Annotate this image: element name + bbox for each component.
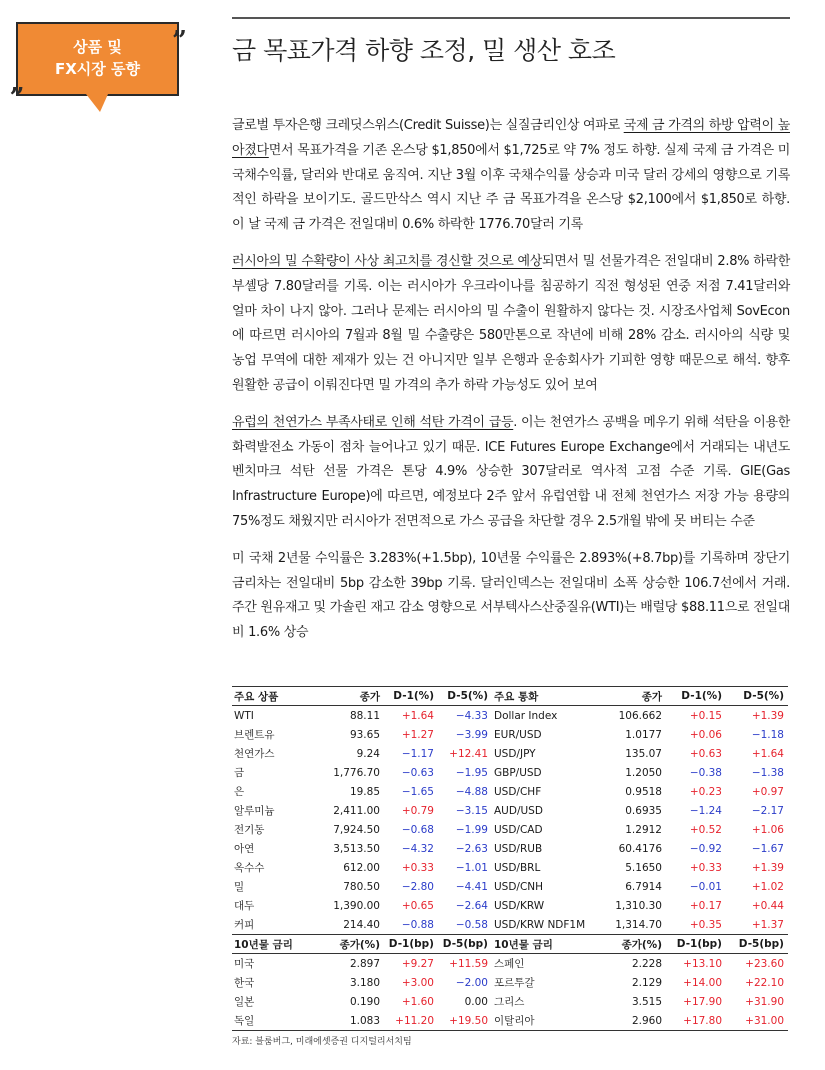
table-cell: −4.41 <box>455 880 488 893</box>
table-cell: −1.01 <box>455 861 488 874</box>
table-cell: −1.67 <box>751 842 784 855</box>
p3-underlined: 유럽의 천연가스 부족사태로 인해 석탄 가격이 급등 <box>232 414 514 430</box>
table-cell: 전기동 <box>234 824 265 836</box>
table-cell: GBP/USD <box>494 766 542 779</box>
table-cell: 아연 <box>234 843 255 855</box>
table-cell: 612.00 <box>343 861 380 874</box>
table-cell: 대두 <box>234 900 255 912</box>
table-cell: 미국 <box>234 958 255 970</box>
table-cell: +17.80 <box>666 1011 726 1031</box>
table-cell: 2,411.00 <box>333 804 380 817</box>
p1-text-b: 면서 목표가격을 기존 온스당 $1,850에서 $1,725로 약 7% 정도 하향. 실제 국제 금 가격은 미 국채수익률, 달러와 반대로 움직여. 지난 3월 이후 국채수익률 상승과 미국 달러 강세의 영향으로 기록적인 하락을 보이기도. 골드만삭스 역시 지난 주 금 목표가격을 온스당 $2,100에서 $1,850로 하향. 이 날 국제 금 가격은 전일대비 0.6% 하락한 1776.70달러 기록 <box>232 142 790 233</box>
table-cell: +1.64 <box>401 709 434 722</box>
table-row <box>232 839 788 858</box>
table-cell: 포르투갈 <box>494 977 535 989</box>
badge-text <box>18 36 177 80</box>
table-cell: 0.00 <box>464 995 488 1008</box>
table-cell: +31.90 <box>745 995 784 1008</box>
table-cell: +1.64 <box>751 747 784 760</box>
table-cell: +0.23 <box>689 785 722 798</box>
table-header-cell: D-1(bp) <box>384 935 438 954</box>
table-cell: +17.90 <box>683 995 722 1008</box>
table-cell: +0.79 <box>401 804 434 817</box>
table-row <box>232 954 788 974</box>
table-row <box>232 782 788 801</box>
table-header-cell: D-5(%) <box>438 687 492 706</box>
table-cell: +0.33 <box>689 861 722 874</box>
table-cell: 1.0177 <box>625 728 662 741</box>
table-cell: 93.65 <box>349 728 380 741</box>
table-cell: −0.01 <box>689 880 722 893</box>
table-cell: 2.129 <box>631 976 662 989</box>
paragraph-wheat <box>232 250 790 399</box>
table-header-cell: 종가(%) <box>310 935 384 954</box>
market-data-table <box>232 686 788 1031</box>
table-cell: 3.515 <box>631 995 662 1008</box>
table-cell: +3.00 <box>401 976 434 989</box>
table-cell: 0.9518 <box>625 785 662 798</box>
table-cell: −0.68 <box>401 823 434 836</box>
table-cell: USD/KRW NDF1M <box>494 918 586 931</box>
table-cell: +1.06 <box>751 823 784 836</box>
table-row <box>232 725 788 744</box>
p3-text: . 이는 천연가스 공백을 메우기 위해 석탄을 이용한 화력발전소 가동이 점차 늘어나고 있기 때문. ICE Futures Europe Exchange에서 거래되는 내년도 벤치마크 석탄 선물 가격은 톤당 4.9% 상승한 307달러로 역사적 고점 수준 기록. GIE(Gas Infrastructure Europe)에 따르면, 예정보다 2주 앞서 유럽연합 내 전체 천연가스 저장 가능 용량의 75%정도 채웠지만 러시아가 전면적으로 가스 공급을 차단할 경우 2.5개월 밖에 못 버티는 수준 <box>232 414 790 529</box>
table-cell: −0.63 <box>401 766 434 779</box>
table-cell: 은 <box>234 786 245 798</box>
table-cell: +14.00 <box>683 976 722 989</box>
page-title: 금 목표가격 하향 조정, 밀 생산 호조 <box>232 36 616 65</box>
table-cell: 19.85 <box>349 785 380 798</box>
table-cell: −4.32 <box>401 842 434 855</box>
table-cell: 1,776.70 <box>333 766 380 779</box>
table-row <box>232 801 788 820</box>
table-header-cell: D-1(%) <box>666 687 726 706</box>
table-cell: USD/JPY <box>494 747 536 760</box>
table-cell: 106.662 <box>618 709 662 722</box>
table-cell: −2.17 <box>751 804 784 817</box>
quote-mark-close-icon: ” <box>172 26 187 56</box>
table-cell: 1.2912 <box>625 823 662 836</box>
table-cell: USD/CAD <box>494 823 543 836</box>
title-rule <box>232 17 790 19</box>
table-cell: +1.39 <box>751 861 784 874</box>
table-cell: 커피 <box>234 919 255 931</box>
table-cell: 135.07 <box>625 747 662 760</box>
table-cell: +0.35 <box>689 918 722 931</box>
table-cell: +0.52 <box>689 823 722 836</box>
paragraph-rates <box>232 547 790 646</box>
table-row <box>232 992 788 1011</box>
table-cell: EUR/USD <box>494 728 542 741</box>
table-cell: 3.180 <box>349 976 380 989</box>
table-cell: 천연가스 <box>234 748 275 760</box>
table-cell: USD/RUB <box>494 842 543 855</box>
table-cell: +13.10 <box>683 957 722 970</box>
table-cell: 독일 <box>232 1011 310 1031</box>
article-body <box>232 114 790 658</box>
table-cell: +0.17 <box>689 899 722 912</box>
table-cell: 그리스 <box>494 996 525 1008</box>
table-row <box>232 706 788 726</box>
table-cell: 한국 <box>234 977 255 989</box>
table-header-cell: D-5(%) <box>726 687 788 706</box>
table-cell: +0.15 <box>689 709 722 722</box>
table-cell: −1.18 <box>751 728 784 741</box>
table-cell: +0.06 <box>689 728 722 741</box>
table-cell: 2.228 <box>631 957 662 970</box>
table-cell: −1.95 <box>455 766 488 779</box>
table-cell: −2.64 <box>455 899 488 912</box>
table-cell: +19.50 <box>438 1011 492 1031</box>
table-cell: −1.17 <box>401 747 434 760</box>
table-cell: +12.41 <box>449 747 488 760</box>
table-header-cell: D-5(bp) <box>726 935 788 954</box>
table-cell: +0.65 <box>401 899 434 912</box>
table-cell: AUD/USD <box>494 804 543 817</box>
table-cell: 780.50 <box>343 880 380 893</box>
table-cell: 이탈리아 <box>492 1011 588 1031</box>
p2-underlined: 러시아의 밀 수확량이 사상 최고치를 경신할 것으로 예상 <box>232 253 542 269</box>
table-cell: USD/CHF <box>494 785 542 798</box>
table-cell: 일본 <box>234 996 255 1008</box>
table-cell: −2.80 <box>401 880 434 893</box>
table-cell: USD/KRW <box>494 899 545 912</box>
table-cell: 1,310.30 <box>615 899 662 912</box>
table-cell: 60.4176 <box>618 842 662 855</box>
table-header-cell: 주요 통화 <box>492 687 588 706</box>
table-header-row <box>232 935 788 954</box>
table-cell: USD/CNH <box>494 880 544 893</box>
table-row <box>232 896 788 915</box>
table-cell: 밀 <box>234 881 245 893</box>
badge-line-2: FX시장 동향 <box>55 60 140 78</box>
table-cell: 5.1650 <box>625 861 662 874</box>
table-header-cell: D-1(bp) <box>666 935 726 954</box>
table-cell: 2.960 <box>588 1011 666 1031</box>
table-row <box>232 744 788 763</box>
table-cell: +1.39 <box>751 709 784 722</box>
p2-text: 되면서 밀 선물가격은 전일대비 2.8% 하락한 부셸당 7.80달러를 기록. 이는 러시아가 우크라이나를 침공하기 직전 형성된 연중 저점 7.41달러와 얼마 차이 나지 않아. 그러나 문제는 러시아의 밀 수출이 원활하지 않다는 것. 시장조사업체 SovEcon에 따르면 러시아의 7월과 8월 밀 수출량은 580만톤으로 작년에 비해 28% 감소. 러시아의 식량 및 농업 무역에 대한 제재가 있는 건 아니지만 일부 은행과 운송회사가 기피한 영향 때문으로 해석. 향후 원활한 공급이 이뤄진다면 밀 가격의 추가 하락 가능성도 있어 보여 <box>232 253 790 393</box>
table-cell: +11.59 <box>449 957 488 970</box>
badge-line-1: 상품 및 <box>73 38 122 56</box>
table-header-cell: 종가 <box>588 687 666 706</box>
table-cell: +1.27 <box>401 728 434 741</box>
table-row <box>232 877 788 896</box>
table-cell: +1.60 <box>401 995 434 1008</box>
p1-underlined: 국제 금 가격의 하방 압력이 높아졌다 <box>232 118 790 158</box>
table-row <box>232 915 788 935</box>
table-cell: 스페인 <box>494 958 525 970</box>
table-cell: −0.38 <box>689 766 722 779</box>
table-header-cell: 종가(%) <box>588 935 666 954</box>
table-cell: +22.10 <box>745 976 784 989</box>
table-cell: 금 <box>234 767 245 779</box>
table-cell: −1.65 <box>401 785 434 798</box>
table-cell: 1,314.70 <box>615 918 662 931</box>
badge-tail <box>86 94 108 112</box>
table-cell: 1.083 <box>310 1011 384 1031</box>
table-cell: USD/BRL <box>494 861 541 874</box>
table-cell: −4.33 <box>455 709 488 722</box>
table-cell: 7,924.50 <box>333 823 380 836</box>
table-cell: 옥수수 <box>234 862 265 874</box>
table-header-row <box>232 687 788 706</box>
table-cell: 2.897 <box>349 957 380 970</box>
table-cell: 6.7914 <box>625 880 662 893</box>
table-header-cell: D-1(%) <box>384 687 438 706</box>
table-cell: 0.6935 <box>625 804 662 817</box>
table-row <box>232 1011 788 1031</box>
table-cell: 0.190 <box>349 995 380 1008</box>
table-cell: 1,390.00 <box>333 899 380 912</box>
table-cell: +11.20 <box>384 1011 438 1031</box>
table-cell: 1.2050 <box>625 766 662 779</box>
table-row <box>232 763 788 782</box>
table-cell: +1.37 <box>751 918 784 931</box>
table-cell: +23.60 <box>745 957 784 970</box>
market-table <box>232 686 788 1031</box>
paragraph-gold <box>232 114 790 238</box>
table-header-cell: 10년물 금리 <box>232 935 310 954</box>
table-cell: 브렌트유 <box>234 729 275 741</box>
table-cell: −1.24 <box>689 804 722 817</box>
section-badge <box>16 22 179 96</box>
table-header-cell: 10년물 금리 <box>492 935 588 954</box>
table-cell: +0.44 <box>751 899 784 912</box>
table-cell: −3.15 <box>455 804 488 817</box>
p1-text-a: 글로벌 투자은행 크레딧스위스(Credit Suisse)는 실질금리인상 여파로 <box>232 118 624 133</box>
table-cell: 214.40 <box>343 918 380 931</box>
table-row <box>232 820 788 839</box>
p4-text: 미 국채 2년물 수익률은 3.283%(+1.5bp), 10년물 수익률은 2.893%(+8.7bp)를 기록하며 장단기 금리차는 전일대비 5bp 감소한 39bp 기록. 달러인덱스는 전일대비 소폭 상승한 106.7선에서 거래. 주간 원유재고 및 가솔린 재고 감소 영향으로 서부텍사스산중질유(WTI)는 배럴당 $88.11으로 전일대비 1.6% 상승 <box>232 550 790 641</box>
table-cell: 88.11 <box>349 709 380 722</box>
table-header-cell: 종가 <box>310 687 384 706</box>
table-cell: 알루미늄 <box>234 805 275 817</box>
table-cell: +9.27 <box>401 957 434 970</box>
table-cell: +31.00 <box>726 1011 788 1031</box>
table-row <box>232 973 788 992</box>
paragraph-coal <box>232 411 790 535</box>
table-cell: +1.02 <box>751 880 784 893</box>
table-cell: −2.63 <box>455 842 488 855</box>
table-cell: −4.88 <box>455 785 488 798</box>
table-cell: +0.63 <box>689 747 722 760</box>
table-cell: 9.24 <box>356 747 380 760</box>
table-cell: Dollar Index <box>494 709 558 722</box>
table-cell: −2.00 <box>455 976 488 989</box>
table-row <box>232 858 788 877</box>
table-cell: +0.33 <box>401 861 434 874</box>
table-cell: −3.99 <box>455 728 488 741</box>
table-cell: −1.99 <box>455 823 488 836</box>
table-cell: −0.92 <box>689 842 722 855</box>
source-note: 자료: 블룸버그, 미래에셋증권 디지털리서치팀 <box>232 1037 412 1047</box>
quote-mark-open-icon: „ <box>10 68 25 98</box>
table-cell: −0.58 <box>455 918 488 931</box>
table-cell: 3,513.50 <box>333 842 380 855</box>
table-header-cell: 주요 상품 <box>232 687 310 706</box>
table-cell: −0.88 <box>401 918 434 931</box>
table-cell: −1.38 <box>751 766 784 779</box>
table-cell: +0.97 <box>751 785 784 798</box>
table-cell: WTI <box>234 709 254 722</box>
table-header-cell: D-5(bp) <box>438 935 492 954</box>
